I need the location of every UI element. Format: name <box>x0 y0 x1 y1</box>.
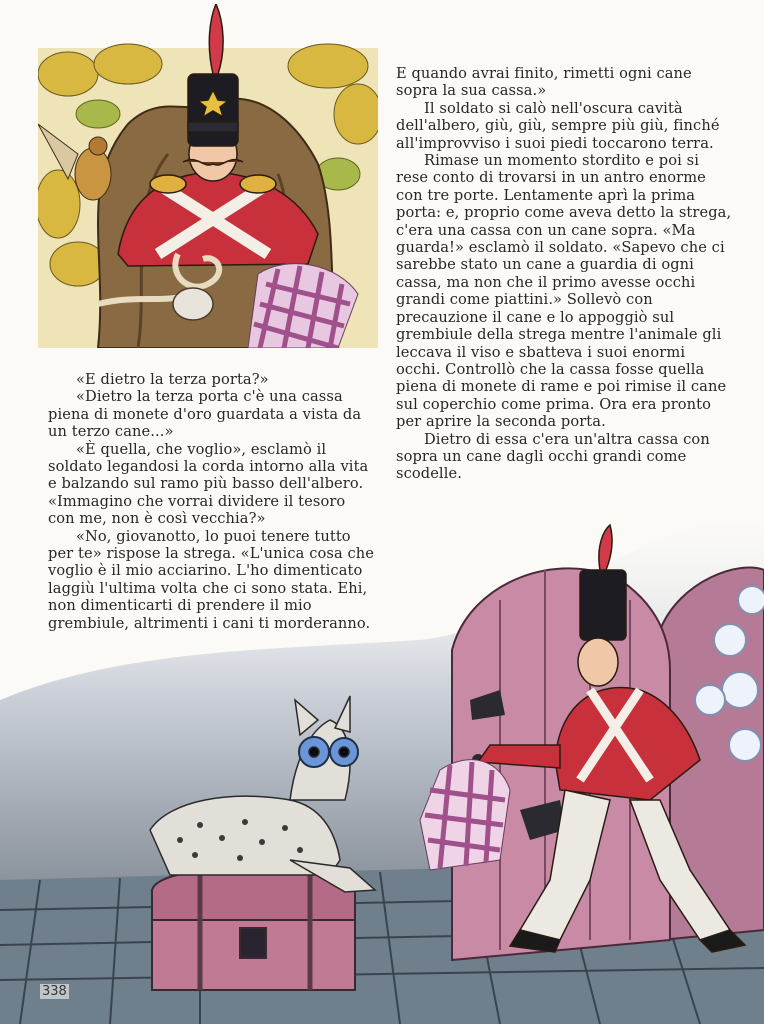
paragraph: Il soldato si calò nell'oscura cavità dell'albero, giù, giù, sempre più giù, finché all'improvviso i suoi piedi toccarono terra. <box>396 99 720 152</box>
right-text-column <box>396 65 732 483</box>
paragraph: «E dietro la terza porta?» <box>76 371 269 388</box>
paragraph: «Dietro la terza porta c'è una cassa piena di monete d'oro guardata a vista da un terzo cane...» <box>48 388 362 441</box>
dog-on-chest-illustration <box>0 500 764 1024</box>
paragraph: Rimase un momento stordito e poi si rese conto di trovarsi in un antro enorme con tre porte. Lentamente aprì la prima porta: e, proprio come aveva detto la strega, c'era una cassa con un cane sopra. «Ma guarda!» esclamò il soldato. «Sapevo che ci sarebbe stato un cane a guardia di ogni cassa, ma non che il primo avesse occhi grandi come piattini.» Sollevò con precauzione il cane e lo appoggiò sul grembiule della strega mentre l'animale gli leccava il viso e sbatteva i suoi enormi occhi. Controllò che la cassa fosse quella piena di monete di rame e poi rimise il cane sul coperchio come prima. Ora era pronto per aprire la seconda porta. <box>396 152 732 431</box>
paragraph: «È quella, che voglio», esclamò il soldato legandosi la corda intorno alla vita e balzando sul ramo più basso dell'albero. «Immagino che vorrai dividere il tesoro con me, non è così vecchia?» <box>48 440 369 528</box>
paragraph: «No, giovanotto, lo puoi tenere tutto per te» rispose la strega. «L'unica cosa che voglio è il mio acciarino. L'ho dimenticato laggiù l'ultima volta che ci sono stata. Ehi, non dimenticarti di prendere il mio grembiule, altrimenti i cani ti morderanno. <box>48 527 374 632</box>
soldier-in-tree-illustration <box>38 4 378 348</box>
paragraph: Dietro di essa c'era un'altra cassa con sopra un cane dagli occhi grandi come scodelle. <box>396 430 710 483</box>
paragraph: E quando avrai finito, rimetti ogni cane sopra la sua cassa.» <box>396 65 692 100</box>
page-number: 338 <box>42 984 67 999</box>
